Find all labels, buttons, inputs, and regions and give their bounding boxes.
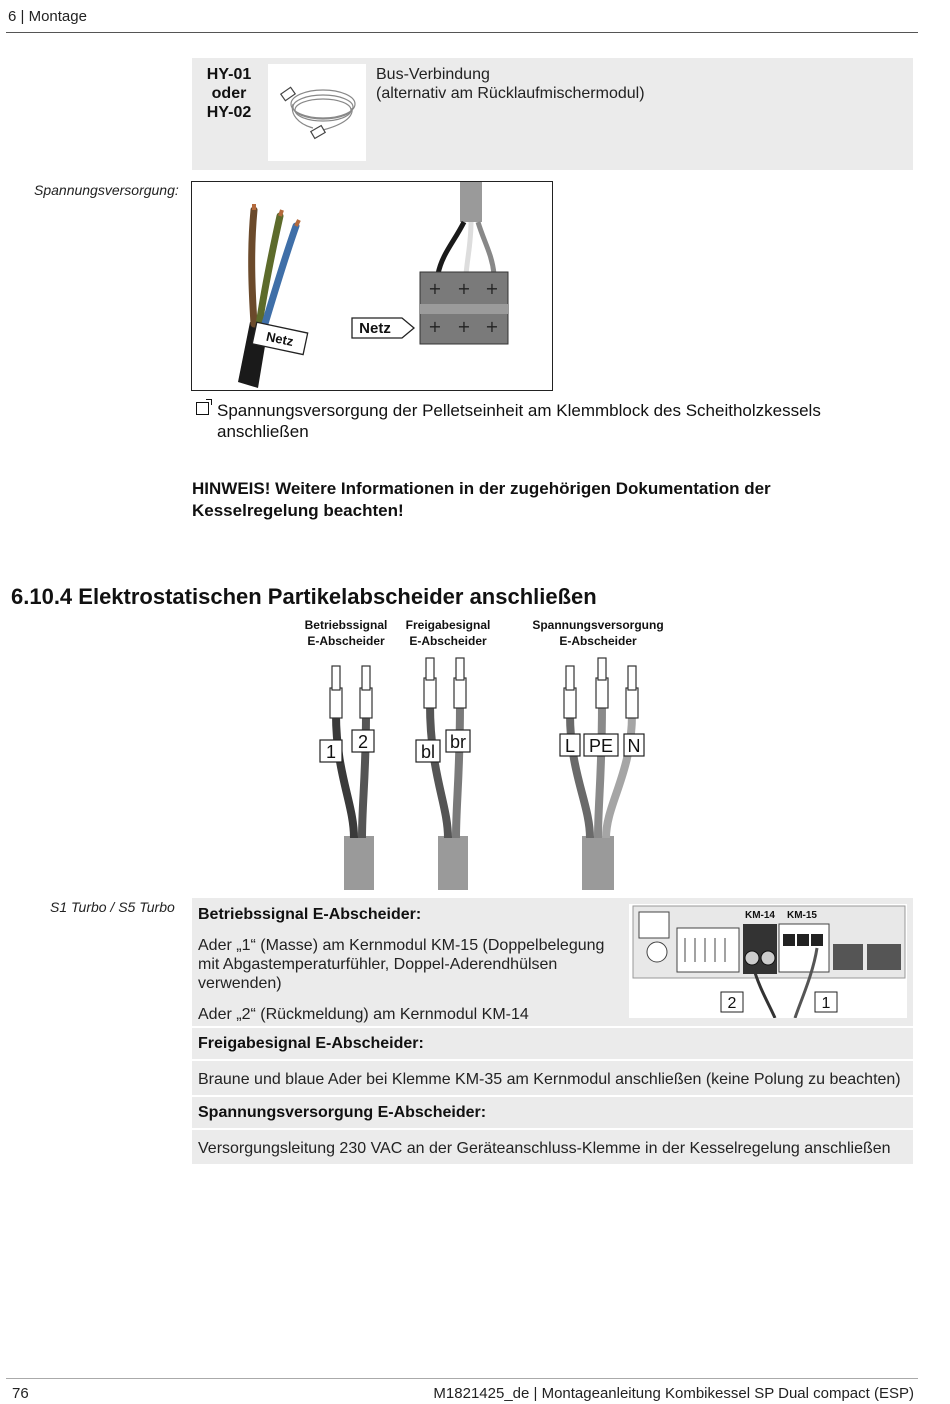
footer-divider (6, 1378, 918, 1379)
terminal-km14: KM-14 (744, 910, 776, 921)
wire-label-bl: bl (420, 742, 436, 762)
block-netz-tag: Netz (359, 320, 391, 337)
wire-label-pe: PE (588, 736, 614, 756)
row-heading-freigabe: Freigabesignal E-Abscheider: (192, 1028, 913, 1061)
model-label: S1 Turbo / S5 Turbo (50, 899, 175, 915)
row-heading-spannung: Spannungsversorgung E-Abscheider: (192, 1097, 913, 1130)
esp-wiring-illustration (292, 614, 682, 890)
esp-wiring-figure (292, 614, 682, 890)
row-text-freigabe: Braune und blaue Ader bei Klemme KM-35 am Kernmodul anschließen (keine Polung zu beachten) (192, 1061, 913, 1097)
section-title: 6.10.4 Elektrostatischen Partikelabscheider anschließen (11, 584, 597, 609)
wire-label-n: N (627, 736, 641, 756)
group-label-spannung-line2: E-Abscheider (559, 634, 637, 648)
row-text-betrieb-2: Ader „2“ (Rückmeldung) am Kernmodul KM-14 (198, 1006, 529, 1023)
group-label-freigabe-line1: Freigabesignal (405, 618, 491, 632)
checkbox-icon (196, 402, 209, 415)
power-supply-label: Spannungsversorgung: (34, 182, 179, 198)
cable-code (204, 65, 254, 122)
wire-label-l: L (564, 736, 576, 756)
row-text-spannung: Versorgungsleitung 230 VAC an der Geräteanschluss-Klemme in der Kesselregelung anschließen (192, 1130, 913, 1166)
wire-label-2: 2 (357, 732, 369, 752)
svg-text:+: + (485, 279, 499, 298)
km-wire-label-2: 2 (727, 995, 737, 1012)
cable-description-line: Bus-Verbindung (376, 66, 490, 83)
checkbox-instruction (196, 400, 896, 442)
wire-label-1: 1 (325, 742, 337, 762)
cable-description (376, 65, 645, 103)
note-hinweis: HINWEIS! Weitere Informationen in der zugehörigen Dokumentation der Kesselregelung beachten! (192, 479, 771, 520)
km-terminal-figure (629, 904, 907, 1018)
group-label-betrieb-line2: E-Abscheider (307, 634, 385, 648)
svg-text:+: + (428, 317, 442, 336)
page-header: 6 | Montage (8, 8, 87, 25)
group-label-freigabe-line2: E-Abscheider (409, 634, 487, 648)
group-label-spannung-line1: Spannungsversorgung (532, 618, 664, 632)
svg-text:+: + (457, 317, 471, 336)
page-number: 76 (12, 1385, 29, 1402)
document-reference: M1821425_de | Montageanleitung Kombikessel SP Dual compact (ESP) (433, 1385, 914, 1402)
cable-code-line: HY-02 (206, 104, 252, 121)
svg-text:+: + (485, 317, 499, 336)
km-wire-label-1: 1 (821, 995, 831, 1012)
header-divider (6, 32, 918, 33)
row-text-betrieb-1: Ader „1“ (Masse) am Kernmodul KM-15 (Doppelbelegung mit Abgastemperaturfühler, Doppel-Aderendhülsen verwenden) (198, 937, 605, 992)
bus-cable-image (268, 64, 366, 161)
svg-text:+: + (428, 279, 442, 298)
group-label-betrieb-line1: Betriebssignal (304, 618, 388, 632)
cable-description-line: (alternativ am Rücklaufmischermodul) (376, 85, 645, 102)
checkbox-instruction-text: Spannungsversorgung der Pelletseinheit am Klemmblock des Scheitholzkessels anschließen (217, 401, 821, 441)
terminal-km15: KM-15 (786, 910, 818, 921)
cable-netz-tag: Netz (264, 328, 295, 350)
table-row (192, 898, 913, 1028)
km-terminal-illustration (629, 904, 907, 1018)
connection-table (192, 898, 913, 1166)
bus-cable-illustration (268, 64, 366, 161)
cable-code-line: oder (211, 85, 247, 102)
power-cable-illustration (192, 182, 552, 390)
wire-label-br: br (449, 732, 467, 752)
svg-text:+: + (457, 279, 471, 298)
power-connection-figure (191, 181, 553, 391)
cable-code-line: HY-01 (206, 66, 252, 83)
row-heading-betrieb: Betriebssignal E-Abscheider: (198, 906, 422, 923)
